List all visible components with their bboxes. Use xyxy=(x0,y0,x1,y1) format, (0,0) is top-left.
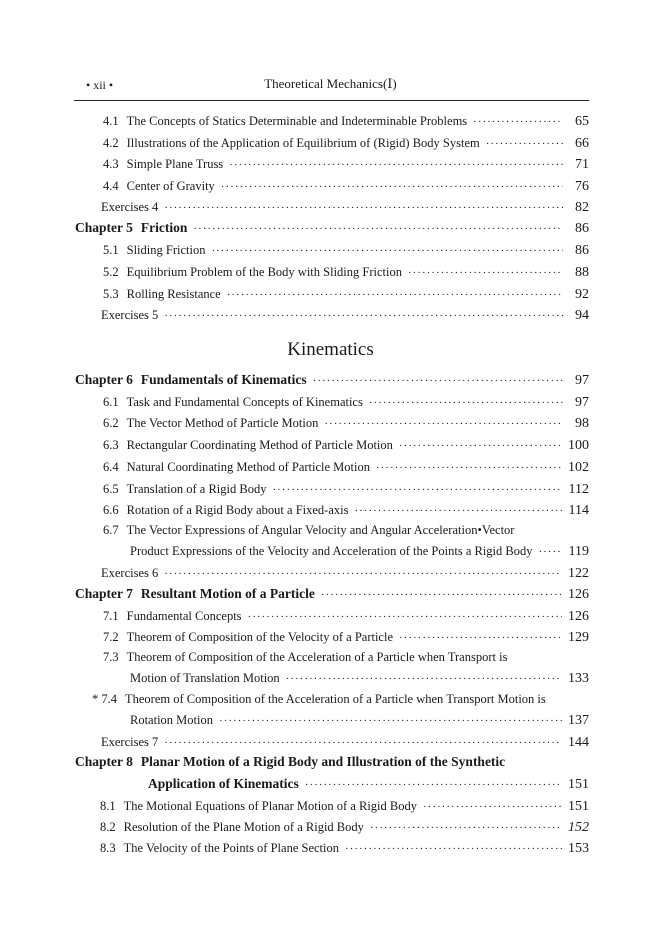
entry-page: 112 xyxy=(568,482,589,497)
chapter-title: Friction xyxy=(140,220,188,235)
leader-dots xyxy=(486,134,563,154)
entry-number: 6.7 xyxy=(103,523,119,537)
entry-number: 8.2 xyxy=(100,820,116,834)
leader-dots xyxy=(423,797,562,817)
section-heading: Kinematics xyxy=(287,339,374,360)
entry-page: 126 xyxy=(568,587,589,602)
entry-number: 7.2 xyxy=(103,630,119,644)
toc-entry-continuation xyxy=(130,541,589,561)
entry-title: Illustrations of the Application of Equilibrium of (Rigid) Body System xyxy=(126,136,480,150)
toc-entry xyxy=(103,284,589,304)
leader-dots xyxy=(286,669,562,689)
toc-entry xyxy=(103,154,589,174)
toc-exercises-entry xyxy=(101,732,589,752)
entry-page: 151 xyxy=(568,777,589,792)
entry-page: 97 xyxy=(575,373,589,388)
entry-number: 4.2 xyxy=(103,136,119,150)
toc-entry xyxy=(100,817,589,837)
entry-title: Theorem of Composition of the Acceleration of a Particle when Transport Motion is xyxy=(125,692,546,706)
chapter-title: Fundamentals of Kinematics xyxy=(140,372,307,387)
leader-dots xyxy=(229,155,563,175)
leader-dots xyxy=(313,371,563,391)
entry-title: The Velocity of the Points of Plane Section xyxy=(123,841,339,855)
header-rule xyxy=(74,100,589,101)
entry-title: The Vector Expressions of Angular Velocity and Angular Acceleration•Vector xyxy=(126,523,515,537)
toc-entry xyxy=(103,133,589,153)
entry-page: 129 xyxy=(568,630,589,645)
entry-number: 7.1 xyxy=(103,609,119,623)
entry-page: 126 xyxy=(568,609,589,624)
leader-dots xyxy=(354,501,562,521)
leader-dots xyxy=(376,458,562,478)
toc-entry xyxy=(103,435,589,455)
toc-entry xyxy=(103,392,589,412)
entry-page: 82 xyxy=(575,200,589,215)
leader-dots xyxy=(473,112,563,132)
entry-title: Center of Gravity xyxy=(126,179,215,193)
entry-page: 144 xyxy=(568,735,589,750)
entry-title: Exercises 6 xyxy=(101,566,159,580)
entry-title: The Vector Method of Particle Motion xyxy=(126,416,319,430)
entry-number: 8.3 xyxy=(100,841,116,855)
toc-entry xyxy=(103,479,589,499)
entry-title: Translation of a Rigid Body xyxy=(126,482,267,496)
leader-dots xyxy=(399,628,562,648)
toc-exercises-entry xyxy=(101,563,589,583)
leader-dots xyxy=(408,263,563,283)
chapter-title: Planar Motion of a Rigid Body and Illustration of the Synthetic xyxy=(140,754,506,769)
leader-dots xyxy=(164,564,562,584)
entry-page: 88 xyxy=(575,265,589,280)
entry-page: 153 xyxy=(568,841,589,856)
chapter-number: Chapter 5 xyxy=(75,220,133,235)
toc-entry xyxy=(103,413,589,433)
entry-page: 119 xyxy=(568,544,589,559)
entry-title: Product Expressions of the Velocity and Acceleration of the Points a Rigid Body xyxy=(130,544,533,558)
entry-number: 6.6 xyxy=(103,503,119,517)
entry-page: 86 xyxy=(575,221,589,236)
entry-number: 5.1 xyxy=(103,243,119,257)
leader-dots xyxy=(538,542,562,562)
toc-exercises-entry xyxy=(101,197,589,217)
toc-entry xyxy=(103,111,589,131)
toc-entry xyxy=(103,627,589,647)
leader-dots xyxy=(227,285,563,305)
leader-dots xyxy=(399,436,562,456)
toc-entry xyxy=(103,606,589,626)
entry-page: 133 xyxy=(568,671,589,686)
leader-dots xyxy=(164,198,563,218)
entry-page: 94 xyxy=(575,308,589,323)
toc-chapter-entry xyxy=(75,370,589,390)
entry-page: 76 xyxy=(575,179,589,194)
entry-title: Rolling Resistance xyxy=(126,287,221,301)
leader-dots xyxy=(164,733,562,753)
entry-page: 137 xyxy=(568,713,589,728)
leader-dots xyxy=(370,818,562,838)
entry-page: 65 xyxy=(575,114,589,129)
entry-title: Equilibrium Problem of the Body with Sliding Friction xyxy=(126,265,402,279)
toc-entry xyxy=(103,176,589,196)
entry-page: 114 xyxy=(568,503,589,518)
entry-page: 152 xyxy=(568,820,589,835)
leader-dots xyxy=(248,607,562,627)
entry-title: Theorem of Composition of the Acceleration of a Particle when Transport is xyxy=(126,650,508,664)
leader-dots xyxy=(219,711,562,731)
chapter-number: Chapter 7 xyxy=(75,586,133,601)
entry-page: 102 xyxy=(568,460,589,475)
entry-number: 4.1 xyxy=(103,114,119,128)
entry-title: Rotation Motion xyxy=(130,713,213,727)
entry-page: 86 xyxy=(575,243,589,258)
chapter-title: Application of Kinematics xyxy=(148,776,299,791)
entry-page: 71 xyxy=(575,157,589,172)
toc-chapter-entry xyxy=(75,218,589,238)
entry-title: Fundamental Concepts xyxy=(126,609,242,623)
leader-dots xyxy=(321,585,562,605)
entry-number: 8.1 xyxy=(100,799,116,813)
entry-title: The Motional Equations of Planar Motion of a Rigid Body xyxy=(123,799,417,813)
entry-number: 5.3 xyxy=(103,287,119,301)
entry-number: 7.3 xyxy=(103,650,119,664)
entry-page: 98 xyxy=(575,416,589,431)
toc-entry-continuation xyxy=(130,668,589,688)
entry-title: Task and Fundamental Concepts of Kinematics xyxy=(126,395,363,409)
toc-entry-first-line xyxy=(103,647,589,667)
entry-page: 92 xyxy=(575,287,589,302)
entry-title: Exercises 7 xyxy=(101,735,159,749)
entry-page: 122 xyxy=(568,566,589,581)
toc-chapter-entry-first-line xyxy=(75,752,589,772)
toc-entry-continuation xyxy=(130,710,589,730)
page-number-label: • xii • xyxy=(86,78,114,92)
toc-entry xyxy=(103,262,589,282)
toc-entry xyxy=(103,240,589,260)
entry-page: 151 xyxy=(568,799,589,814)
entry-title: Theorem of Composition of the Velocity of a Particle xyxy=(126,630,394,644)
entry-number: 6.2 xyxy=(103,416,119,430)
entry-number: * 7.4 xyxy=(92,692,117,706)
toc-entry xyxy=(103,500,589,520)
leader-dots xyxy=(324,414,563,434)
entry-number: 6.3 xyxy=(103,438,119,452)
toc-chapter-continuation xyxy=(148,774,589,794)
entry-page: 97 xyxy=(575,395,589,410)
chapter-number: Chapter 6 xyxy=(75,372,133,387)
toc-entry xyxy=(103,457,589,477)
entry-number: 5.2 xyxy=(103,265,119,279)
entry-title: Resolution of the Plane Motion of a Rigid Body xyxy=(123,820,364,834)
leader-dots xyxy=(164,306,563,326)
entry-title: Simple Plane Truss xyxy=(126,157,224,171)
leader-dots xyxy=(345,839,562,859)
entry-number: 4.4 xyxy=(103,179,119,193)
entry-title: Exercises 5 xyxy=(101,308,159,322)
leader-dots xyxy=(272,480,562,500)
entry-page: 100 xyxy=(568,438,589,453)
chapter-title: Resultant Motion of a Particle xyxy=(140,586,315,601)
entry-number: 6.5 xyxy=(103,482,119,496)
toc-entry xyxy=(100,796,589,816)
leader-dots xyxy=(211,241,563,261)
toc-exercises-entry xyxy=(101,305,589,325)
entry-title: Natural Coordinating Method of Particle Motion xyxy=(126,460,370,474)
leader-dots xyxy=(221,177,563,197)
running-header-title: Theoretical Mechanics(Ⅰ) xyxy=(264,76,397,91)
toc-entry xyxy=(100,838,589,858)
leader-dots xyxy=(193,219,563,239)
entry-title: Sliding Friction xyxy=(126,243,206,257)
entry-title: Rotation of a Rigid Body about a Fixed-axis xyxy=(126,503,349,517)
chapter-number: Chapter 8 xyxy=(75,754,133,769)
leader-dots xyxy=(305,775,562,795)
entry-number: 4.3 xyxy=(103,157,119,171)
entry-title: Motion of Translation Motion xyxy=(130,671,280,685)
entry-number: 6.1 xyxy=(103,395,119,409)
entry-title: The Concepts of Statics Determinable and Indeterminable Problems xyxy=(126,114,468,128)
entry-title: Rectangular Coordinating Method of Particle Motion xyxy=(126,438,393,452)
entry-page: 66 xyxy=(575,136,589,151)
toc-entry-first-line xyxy=(92,689,589,709)
leader-dots xyxy=(369,393,563,413)
toc-entry-first-line xyxy=(103,520,589,540)
entry-title: Exercises 4 xyxy=(101,200,159,214)
toc-chapter-entry xyxy=(75,584,589,604)
entry-number: 6.4 xyxy=(103,460,119,474)
